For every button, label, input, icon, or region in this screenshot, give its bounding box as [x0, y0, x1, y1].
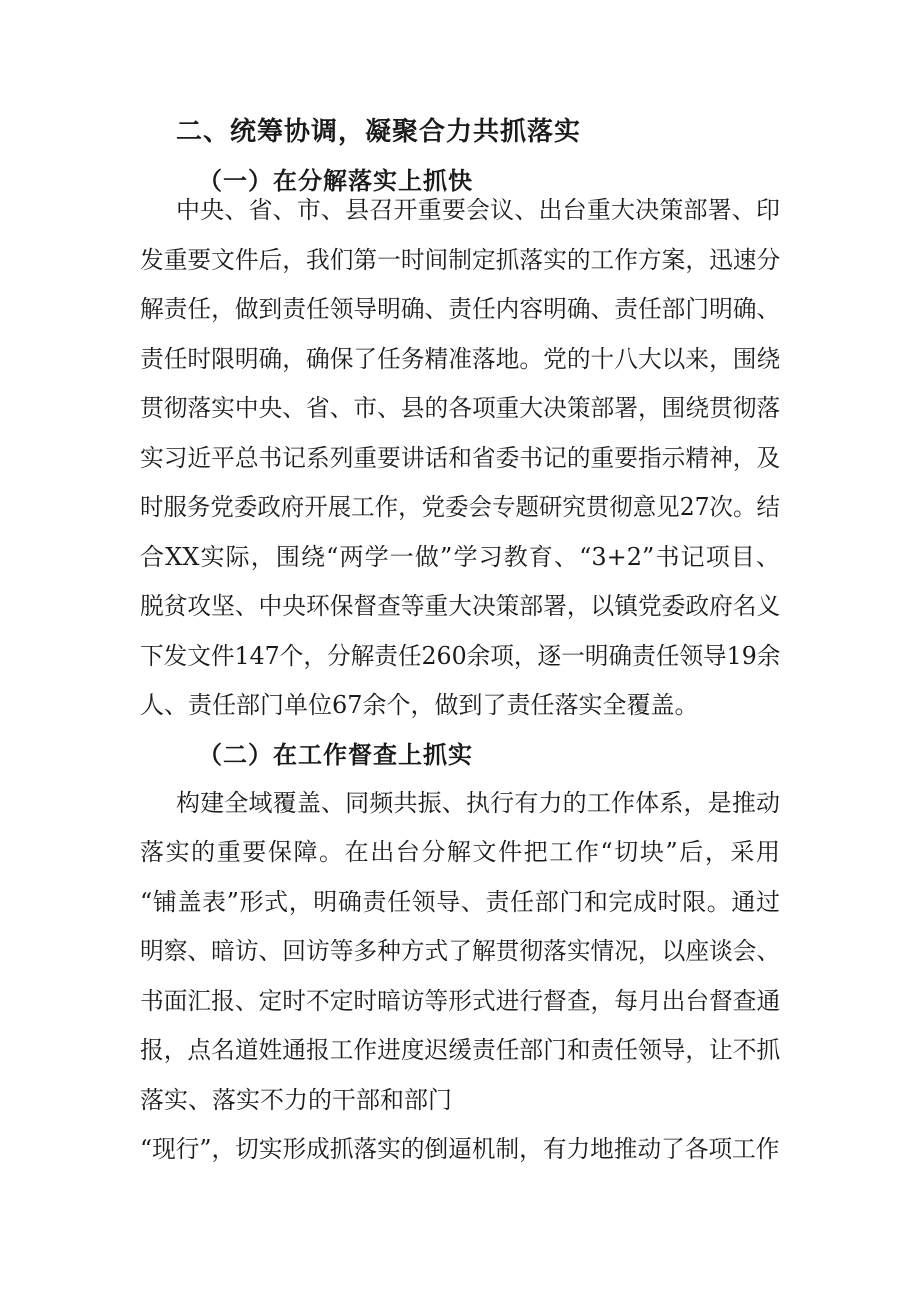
paragraph-line: 下发文件147个，分解责任260余项，逐一明确责任领导19余 — [140, 641, 781, 670]
paragraph-line: 构建全域覆盖、同频共振、执行有力的工作体系，是推动 — [176, 788, 780, 817]
paragraph-line: 人、责任部门单位67余个，做到了责任落实全覆盖。 — [140, 691, 699, 719]
paragraph-line: “铺盖表”形式，明确责任领导、责任部门和完成时限。通过 — [140, 887, 780, 916]
paragraph-line: “现行”，切实形成抓落实的倒逼机制，有力地推动了各项工作 — [140, 1135, 780, 1163]
subsection-heading-2: （二）在工作督查上抓实 — [198, 740, 473, 769]
paragraph-line: 落实、落实不力的干部和部门 — [140, 1085, 452, 1114]
paragraph-line: 实习近平总书记系列重要讲话和省委书记的重要指示精神，及 — [140, 443, 781, 472]
subsection-heading-1: （一）在分解落实上抓快 — [198, 167, 473, 195]
paragraph-line: 报，点名道姓通报工作进度迟缓责任部门和责任领导，让不抓 — [140, 1036, 781, 1064]
paragraph-line: 发重要文件后，我们第一时间制定抓落实的工作方案，迅速分 — [140, 245, 781, 274]
paragraph-line: 明察、暗访、回访等多种方式了解贯彻落实情况，以座谈会、 — [140, 937, 781, 965]
paragraph-line: 时服务党委政府开展工作，党委会专题研究贯彻意见27次。结 — [140, 493, 780, 521]
paragraph-line: 中央、省、市、县召开重要会议、出台重大决策部署、印 — [176, 196, 780, 224]
paragraph-line: 合XX实际，围绕“两学一做”学习教育、“3+2”书记项目、 — [140, 542, 780, 571]
paragraph-line: 贯彻落实中央、省、市、县的各项重大决策部署，围绕贯彻落 — [140, 394, 781, 422]
paragraph-line: 责任时限明确，确保了任务精准落地。党的十八大以来，围绕 — [140, 344, 781, 373]
paragraph-line: 解责任，做到责任领导明确、责任内容明确、责任部门明确、 — [140, 295, 781, 323]
paragraph-line: 脱贫攻坚、中央环保督查等重大决策部署，以镇党委政府名义 — [140, 592, 781, 620]
paragraph-line: 书面汇报、定时不定时暗访等形式进行督查，每月出台督查通 — [140, 986, 781, 1015]
paragraph-line: 落实的重要保障。在出台分解文件把工作“切块”后，采用 — [140, 838, 780, 866]
section-heading: 二、统筹协调，凝聚合力共抓落实 — [176, 117, 582, 147]
